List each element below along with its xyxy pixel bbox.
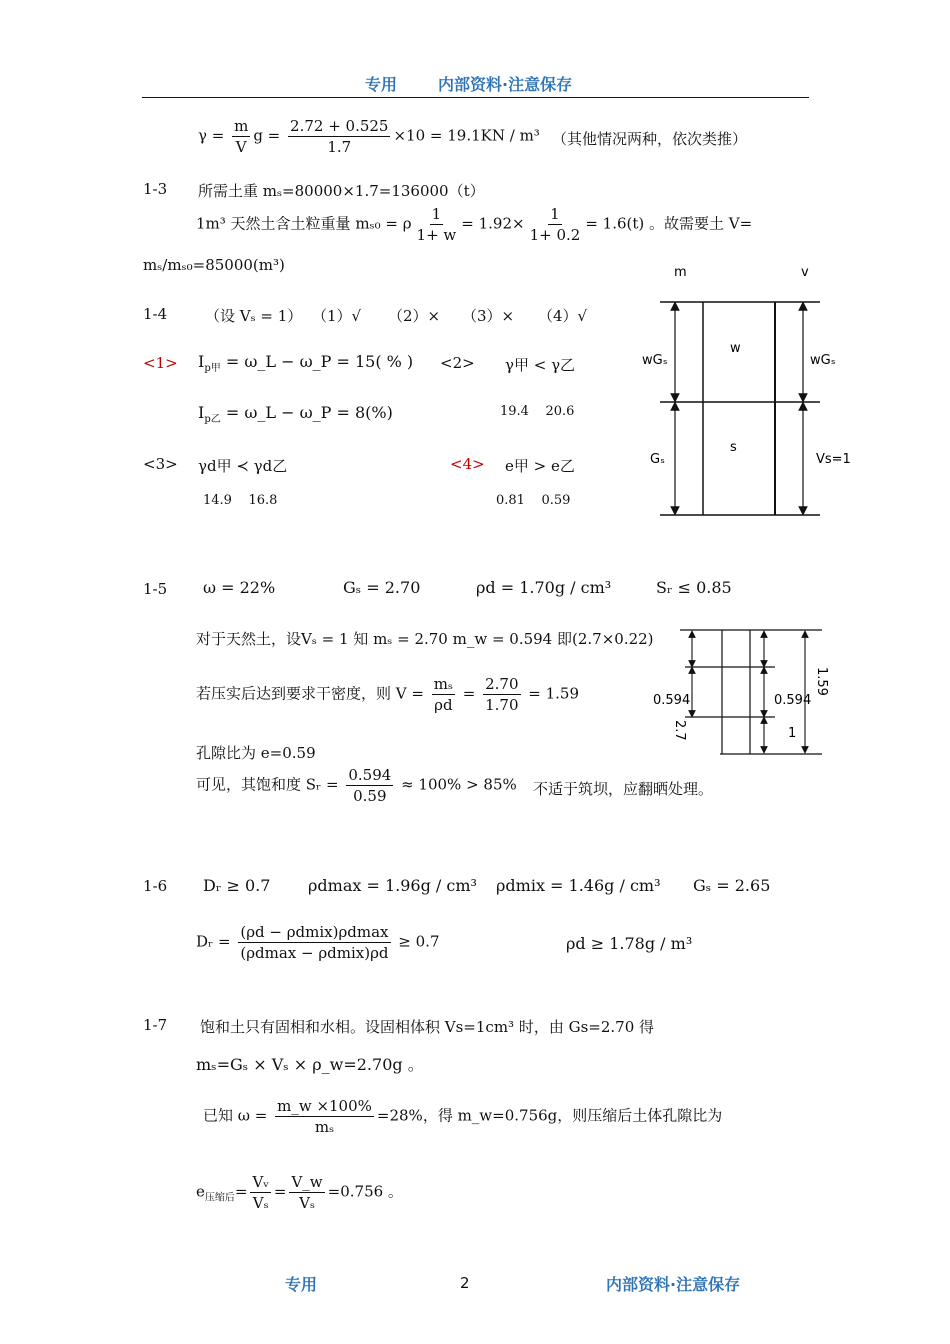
problem-1-3-line2: 1m³ 天然土含土粒重量 mₛ₀ = ρ $\frac{1}{1+ w}$ = 1.92× $\frac{1}{1+ 0.2}$ = 1.6(t) 。故需要土 V= [196,205,753,244]
diag2-label-a: 0.594 [653,693,691,708]
omega-value: ω = 22% [203,578,276,597]
diag1-label-w: w [730,341,741,356]
phase-diagram-2 [650,622,840,762]
diag2-label-b: 0.594 [774,693,812,708]
gs-value-2: Gₛ = 2.65 [693,876,771,895]
e-values: 0.81 0.59 [496,493,571,508]
diag1-vs: Vs=1 [816,452,851,467]
rho-d-value: ρd = 1.70g / cm³ [476,578,612,597]
diag1-wgs-right: wGₛ [810,353,836,368]
gamma-d-values: 14.9 16.8 [203,493,278,508]
problem-1-7-number: 1-7 [143,1016,168,1034]
problem-1-5-line4: 孔隙比为 e=0.59 [196,744,316,762]
gs-value: Gₛ = 2.70 [343,578,421,597]
answer-2: （2）× [388,307,441,325]
rho-dmax: ρdmax = 1.96g / cm³ [308,876,477,895]
e-compare: e甲 > e乙 [505,457,575,475]
tag-3: <3> [143,455,178,473]
footer-right: 内部资料·注意保存 [606,1275,741,1294]
problem-1-7-line1: 饱和土只有固相和水相。设固相体积 Vs=1cm³ 时，由 Gs=2.70 得 [200,1018,655,1036]
tag-2: <2> [440,354,475,372]
problem-1-4-setup: （设 Vₛ = 1） [205,307,303,325]
answer-4: （4）√ [538,307,588,325]
diag2-label-c: 1.59 [814,667,829,696]
problem-1-5-number: 1-5 [143,580,168,598]
problem-1-5-line3: 若压实后达到要求干密度，则 V = $\frac{\text{mₛ}}{\rho d}$ = $\frac{2.70}{1.70}$ = 1.59 [196,675,580,714]
problem-1-7-line2: mₛ=Gₛ × Vₛ × ρ_w=2.70g 。 [196,1055,424,1074]
page-number: 2 [460,1274,470,1292]
problem-1-5-line5: 可见，其饱和度 Sᵣ = $\frac{0.594}{0.59}$ ≈ 100% > 85% [196,766,517,805]
diag1-label-v: v [801,265,809,280]
dr-value: Dᵣ ≥ 0.7 [203,876,271,895]
diag1-label-m: m [674,265,687,280]
problem-1-7-line3: 已知 ω = $\frac{m\_w \times 100\%}{\text{mₛ}}$ =28%，得 m_w=0.756g，则压缩后土体孔隙比为 [203,1097,723,1136]
header-rule [142,97,809,98]
problem-1-7-line4: $e_{压缩后}=$ $\frac{\text{Vᵥ}}{\text{Vₛ}}$ = $\frac{V\_w}{\text{Vₛ}}$ =0.756 。 [196,1173,403,1212]
problem-1-6-number: 1-6 [143,877,168,895]
problem-1-3-line3: mₛ/mₛ₀=85000(m³) [143,256,285,274]
problem-1-4-number: 1-4 [143,305,168,323]
phase-diagram-1 [640,260,860,530]
gamma-note: （其他情况两种，依次类推） [552,130,748,148]
problem-1-3-line1: 所需土重 mₛ=80000×1.7=136000（t） [198,182,485,200]
ip-jia: $I_{p甲}$ = ω_L − ω_P = 15( % ) [198,352,414,375]
sr-value: Sᵣ ≤ 0.85 [656,578,732,597]
answer-3: （3）× [462,307,515,325]
header-left: 专用 [365,75,398,94]
rho-d-result: ρd ≥ 1.78g / m³ [566,934,693,953]
problem-1-5-conclusion: 不适于筑坝，应翻晒处理。 [533,780,714,798]
gamma-formula: γ = $\frac{m}{V}$ g = $\frac{2.72 + 0.525}{1.7}$ ×10 = 19.1KN / m³ [198,117,540,156]
diag2-label-d: 2.7 [672,720,687,741]
diag1-label-s: s [730,440,737,455]
diag1-wgs-left: wGₛ [642,353,668,368]
tag-4: <4> [450,455,485,473]
dr-formula: Dᵣ = $\frac{\text{(ρd − ρdmix)ρdmax}}{\text{(ρdmax − ρdmix)ρd}}$ ≥ 0.7 [196,923,440,962]
gamma-compare: γ甲 < γ乙 [505,356,576,374]
gamma-values: 19.4 20.6 [500,404,575,419]
footer-left: 专用 [285,1275,318,1294]
ip-yi: $I_{p乙}$ = ω_L − ω_P = 8(%) [198,403,393,426]
diag1-gs: Gₛ [650,452,665,467]
problem-1-3-number: 1-3 [143,180,168,198]
header-right: 内部资料·注意保存 [438,75,573,94]
answer-1: （1）√ [312,307,362,325]
tag-1: <1> [143,354,178,372]
diag2-label-e: 1 [788,726,797,741]
gamma-d-compare: γd甲 ≺ γd乙 [198,457,288,475]
rho-dmin: ρdmix = 1.46g / cm³ [496,876,661,895]
problem-1-5-line2: 对于天然土，设Vₛ = 1 知 mₛ = 2.70 m_w = 0.594 即(2.7×0.22) [196,630,654,648]
